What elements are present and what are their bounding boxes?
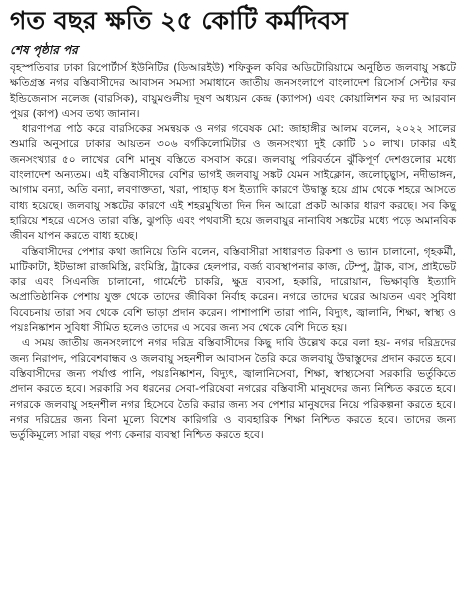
- article-paragraph: বৃহস্পতিবার ঢাকা রিপোর্টার্স ইউনিটির (ডিআরইউ) শফিকুল কবির অডিটোরিয়ামে অনুষ্ঠিত জলবায়ু সঙ্কটে ক্ষতিগ্রস্ত নগর বস্তিবাসীদের আবাসন সমস্যা সমাধানে জাতীয় জনসংলাপে বাংলাদেশ রিসোর্স সেন্টার ফর ইন্ডিজেনাস নলেজ (বারসিক), বায়ুমণ্ডলীয় দূষণ অধ্যয়ন কেন্দ্র (ক্যাপস) এবং কোয়ালিশন ফর দ্য আরবান পুয়র (কাপ) এসব তথ্য জানান।: [10, 62, 456, 120]
- article-paragraph: বস্তিবাসীদের পেশার কথা জানিয়ে তিনি বলেন, বস্তিবাসীরা সাধারণত রিকশা ও ভ্যান চালানো, গৃহকর্মী, মাটিকাটা, ইটভাঙ্গা রাজমিস্ত্রি, রংমিস্ত্রি, ট্রাকের হেলপার, বর্জ্য ব্যবস্থাপনার কাজ, টেম্পু, ট্রাক, বাস, প্রাইভেট কার এবং সিএনজি চালানো, গার্মেন্টে চাকরি, ক্ষুদ্র ব্যবসা, হকারি, দারোয়ান, ভিক্ষাবৃত্তি ইত্যাদি অপ্রাতিষ্ঠানিক পেশায় যুক্ত থেকে তাদের জীবিকা নির্বাহ করেন। নগরে তাদের ঘরের আয়তন এবং সুবিধা বিবেচনায় তারা সব থেকে বেশি ভাড়া প্রদান করেন। পাশাপাশি তারা পানি, বিদ্যুৎ, জ্বালানি, শিক্ষা, স্বাস্থ্য ও পয়ঃনিষ্কাশন সুবিধা সীমিত হলেও তাদের এ সবের জন্য সব থেকে বেশি দিতে হয়।: [10, 245, 456, 335]
- article-paragraph: ধারণাপত্র পাঠ করে বারসিকের সমন্বয়ক ও নগর গবেষক মো: জাহাঙ্গীর আলম বলেন, ২০২২ সালের শুমারি অনুসারে ঢাকার আয়তন ৩০৬ বর্গকিলোমিটার ও জনসংখ্যা দুই কোটি ১০ লাখ। ঢাকার এই জনসংখ্যার ৫০ লাখের বেশি মানুষ বস্তিতে বসবাস করে। জলবায়ু পরিবর্তনে ঝুঁকিপূর্ণ দেশগুলোর মধ্যে বাংলাদেশ অন্যতম। এই বস্তিবাসীদের বেশির ভাগই জলবায়ু সঙ্কট যেমন সাইক্লোন, জলোচ্ছ্বাস, নদীভাঙ্গন, আগাম বন্যা, অতি বন্যা, লবণাক্ততা, খরা, পাহাড় ধস ইত্যাদি কারণে উদ্বাস্তু হয়ে গ্রাম থেকে শহরে আসতে বাধ্য হয়েছে। জলবায়ু সঙ্কটের কারণে এই শহরমুখিতা দিন দিন আরো প্রকট আকার ধারণ করছে। সব কিছু হারিয়ে শহরে এসেও তারা বস্তি, ঝুপড়ি এবং পথবাসী হয়ে জলবায়ুর নানাবিধ সঙ্কটের মধ্যে পড়ে অমানবিক জীবন যাপন করতে বাধ্য হচ্ছে।: [10, 123, 456, 243]
- article-body: [10, 61, 456, 443]
- article-headline: গত বছর ক্ষতি ২৫ কোটি কর্মদিবস: [10, 6, 348, 35]
- continued-from-label: শেষ পৃষ্ঠার পর: [10, 43, 78, 57]
- article-paragraph: এ সময় জাতীয় জনসংলাপে নগর দরিদ্র বস্তিবাসীদের কিছু দাবি উল্লেখ করে বলা হয়- নগর দরিদ্রদের জন্য নিরাপদ, পরিবেশবান্ধব ও জলবায়ু সহনশীল আবাসন তৈরি করে জলবায়ু উদ্বাস্তুদের প্রদান করতে হবে। বস্তিবাসীদের জন্য পর্যাপ্ত পানি, পয়ঃনিষ্কাশন, বিদ্যুৎ, জ্বালানিসেবা, শিক্ষা, স্বাস্থ্যসেবা সরকারি ভর্তুকিতে প্রদান করতে হবে। সরকারি সব ধরনের সেবা-পরিষেবা নগরের বস্তিবাসী মানুষদের জন্য নিশ্চিত করতে হবে। নগরকে জলবায়ু সহনশীল নগর হিসেবে তৈরি করার জন্য সব পেশার মানুষদের নিয়ে পরিকল্পনা করতে হবে। নগর দরিদ্রের জন্য বিনা মূল্যে বিশেষ কারিগরি ও ব্যবহারিক শিক্ষা নিশ্চিত করতে হবে। তাদের জন্য ভর্তুকিমূল্যে সারা বছর পণ্য কেনার ব্যবস্থা নিশ্চিত করতে হবে।: [10, 337, 456, 442]
